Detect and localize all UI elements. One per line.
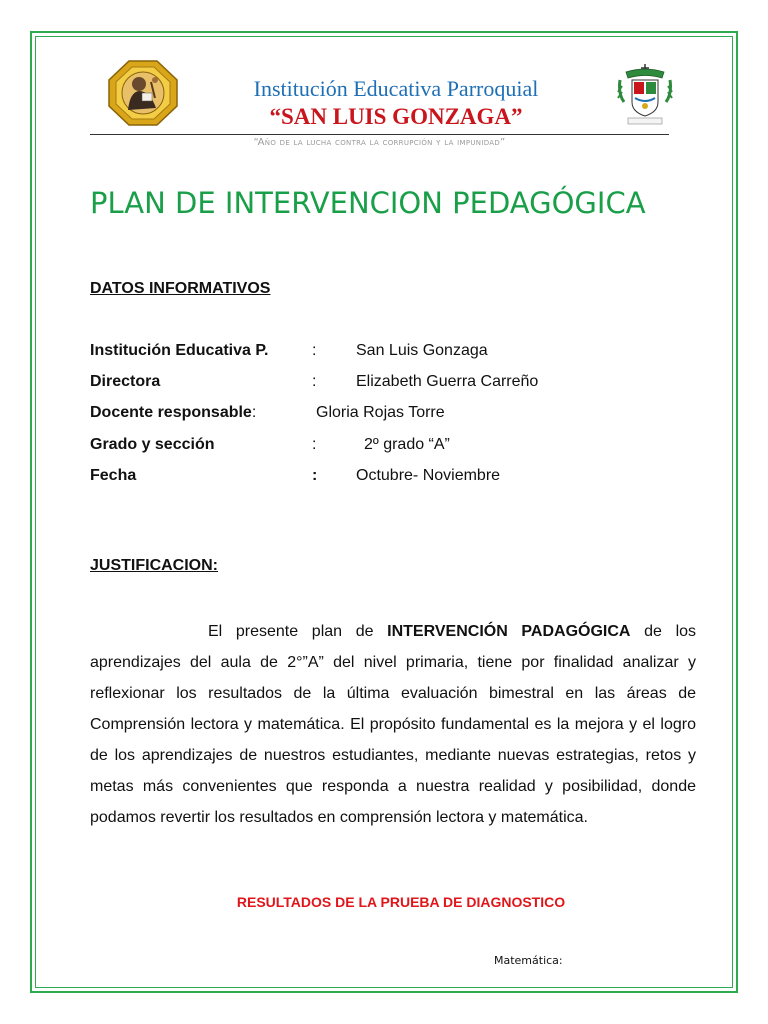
info-value: Elizabeth Guerra Carreño [356,373,539,390]
info-label: Grado y sección [90,436,215,453]
info-colon: : [251,404,257,421]
info-label: Fecha [90,467,137,484]
info-label: Directora [90,373,161,390]
paragraph-bold: INTERVENCIÓN PADAGÓGICA [387,623,631,640]
info-row-docente [90,404,650,424]
school-name: “SAN LUIS GONZAGA” [269,104,523,129]
paragraph-start: El presente plan de [208,623,388,640]
info-value: Gloria Rojas Torre [316,404,445,421]
datos-heading: DATOS INFORMATIVOS [90,280,271,297]
justificacion-paragraph [90,616,696,833]
info-value: San Luis Gonzaga [356,342,488,359]
institution-name: Institución Educativa Parroquial [253,76,539,101]
info-label: Institución Educativa P. [90,342,269,359]
page-border-inner [35,36,733,988]
document-title: PLAN DE INTERVENCION PEDAGÓGICA [90,186,646,220]
header-divider [90,134,669,135]
math-label: Matemática: [494,954,563,967]
info-row-fecha [90,467,650,487]
motto: “Año de la lucha contra la corrupción y la impunidad” [253,137,506,148]
paragraph-rest: de los aprendizajes del aula de 2°”A” del nivel primaria, tiene por finalidad analizar y reflexionar los resultados de la última evaluación bimestral en las áreas de Comprensión lectora y matemática. El propósito fundamental es la mejora y el logro de los aprendizajes de nuestros estudiantes, mediante nuevas estrategias, retos y metas más convenientes que responda a nuestra realidad y posibilidad, donde podamos revertir los resultados en comprensión lectora y matemática. [90,623,697,826]
info-colon: : [312,373,317,390]
results-title: RESULTADOS DE LA PRUEBA DE DIAGNOSTICO [236,894,566,910]
info-row-institucion [90,342,650,362]
info-label [90,404,256,422]
info-colon: : [312,467,318,484]
info-colon: : [312,436,317,453]
info-value: 2º grado “A” [364,436,450,453]
info-value: Octubre- Noviembre [356,467,501,484]
info-row-grado [90,436,650,456]
justificacion-heading: JUSTIFICACION: [90,557,218,574]
info-label-text: Docente responsable [90,404,252,421]
info-row-directora [90,373,650,393]
info-colon: : [312,342,317,359]
